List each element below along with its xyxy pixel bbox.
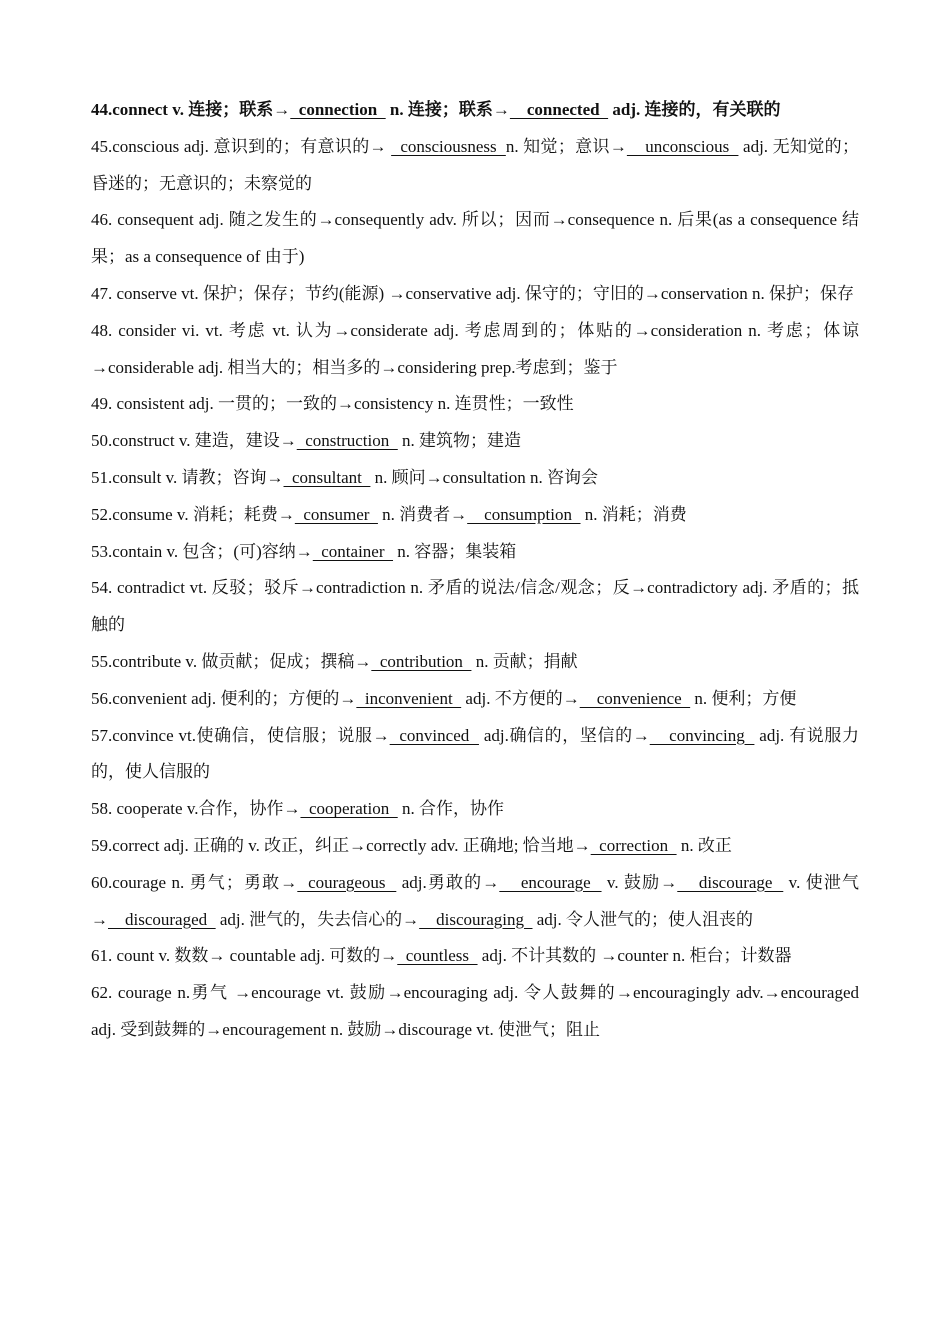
- entry-text: 61. count v. 数数→ countable adj. 可数的→: [91, 946, 398, 966]
- vocab-entry: [91, 129, 859, 203]
- entry-text: 59.correct adj. 正确的 v. 改正，纠正→correctly adv. 正确地; 恰当地→: [91, 835, 591, 855]
- answer-blank: correction: [590, 835, 677, 855]
- answer-blank: convincing: [649, 725, 755, 745]
- entry-text: adj.勇敢的→: [396, 872, 500, 892]
- answer-blank: connected: [509, 100, 609, 119]
- entry-text: 49. consistent adj. 一贯的；一致的→consistency n. 连贯性；一致性: [91, 394, 574, 414]
- vocab-entry: [91, 386, 859, 423]
- vocab-entry: [91, 92, 859, 129]
- entry-text: 44.connect v. 连接；联系→: [91, 100, 291, 119]
- entry-text: 55.contribute v. 做贡献；促成；撰稿→: [91, 651, 372, 671]
- entry-text: n. 连接；联系→: [385, 100, 510, 119]
- entry-text: adj. 连接的，有关联的: [608, 100, 781, 119]
- vocab-entry: [91, 460, 859, 497]
- vocab-entry: [91, 828, 859, 865]
- answer-blank: connection: [290, 100, 386, 119]
- entry-text: n. 知觉；意识→: [505, 136, 627, 156]
- vocab-entry: [91, 423, 859, 460]
- entry-text: adj. 不方便的→: [461, 688, 580, 708]
- answer-blank: contribution: [371, 651, 472, 671]
- entry-text: 48. consider vi. vt. 考虑 vt. 认为→considerate adj. 考虑周到的；体贴的→consideration n. 考虑；体谅→considerable adj. 相当大的；相当多的→considering prep.考虑到；鉴于: [91, 320, 859, 377]
- entry-text: adj.确信的，坚信的→: [478, 725, 650, 745]
- vocabulary-page: [91, 92, 859, 1049]
- entry-text: n. 顾问→consultation n. 咨询会: [370, 467, 599, 487]
- entry-text: 57.convince vt.使确信，使信服；说服→: [91, 725, 390, 745]
- entry-text: 45.conscious adj. 意识到的；有意识的→: [91, 136, 392, 156]
- vocab-entry: [91, 570, 859, 644]
- entry-text: adj. 无知觉的；昏迷的；无意识的；未察觉的: [91, 136, 860, 193]
- entry-text: n. 合作，协作: [397, 799, 504, 819]
- entry-text: n. 消费者→: [377, 504, 468, 524]
- entry-text: 56.convenient adj. 便利的；方便的→: [91, 688, 357, 708]
- entry-text: 51.consult v. 请教；咨询→: [91, 467, 284, 487]
- answer-blank: consumption: [467, 504, 581, 524]
- answer-blank: consultant: [283, 467, 371, 487]
- entry-text: 47. conserve vt. 保护；保存；节约(能源) →conservative adj. 保守的；守旧的→conservation n. 保护；保存: [91, 283, 854, 303]
- entry-text: adj. 有说服力的，使人信服的: [91, 725, 859, 782]
- vocab-entry: [91, 644, 859, 681]
- answer-blank: discourage: [677, 872, 784, 892]
- answer-blank: cooperation: [300, 799, 398, 819]
- answer-blank: courageous: [297, 872, 397, 892]
- answer-blank: countless: [397, 946, 478, 966]
- answer-blank: inconvenient: [356, 688, 462, 708]
- vocab-entry: [91, 202, 859, 276]
- entry-text: 52.consume v. 消耗；耗费→: [91, 504, 295, 524]
- entry-text: n. 贡献；捐献: [471, 651, 578, 671]
- answer-blank: discouraged: [108, 909, 216, 929]
- vocab-entry: [91, 497, 859, 534]
- entry-text: adj. 不计其数的 →counter n. 柜台；计数器: [477, 946, 792, 966]
- entry-text: v. 使泄气→: [91, 872, 860, 929]
- answer-blank: consciousness: [391, 136, 506, 156]
- entry-text: 53.contain v. 包含；(可)容纳→: [91, 541, 313, 561]
- vocab-entry: [91, 276, 859, 313]
- answer-blank: construction: [296, 431, 398, 451]
- entry-text: 60.courage n. 勇气；勇敢→: [91, 872, 298, 892]
- entry-text: 62. courage n.勇气 →encourage vt. 鼓励→encouraging adj. 令人鼓舞的→encouragingly adv.→encouraged adj. 受到鼓舞的→encouragement n. 鼓励→discourage vt. 使泄气；阻止: [91, 983, 859, 1039]
- answer-blank: consumer: [294, 504, 378, 524]
- vocab-entry: [91, 718, 859, 792]
- entry-text: v. 鼓励→: [601, 872, 678, 892]
- answer-blank: discouraging: [419, 909, 533, 929]
- entry-text: n. 容器；集装箱: [393, 541, 517, 561]
- entry-text: n. 便利；方便: [690, 688, 797, 708]
- vocab-entry: [91, 681, 859, 718]
- answer-blank: encourage: [499, 872, 602, 892]
- entry-text: n. 消耗；消费: [580, 504, 687, 524]
- vocab-entry: [91, 938, 859, 975]
- entry-text: 50.construct v. 建造，建设→: [91, 431, 297, 451]
- entry-text: n. 改正: [676, 835, 732, 855]
- entry-text: n. 建筑物；建造: [397, 431, 522, 451]
- answer-blank: unconscious: [626, 136, 739, 156]
- entry-text: adj. 泄气的，失去信心的→: [215, 909, 420, 929]
- vocab-entry: [91, 313, 859, 387]
- vocab-entry: [91, 975, 859, 1049]
- entry-text: adj. 令人泄气的；使人沮丧的: [532, 909, 754, 929]
- answer-blank: convinced: [389, 725, 479, 745]
- vocab-entry: [91, 865, 859, 939]
- entry-text: 58. cooperate v.合作，协作→: [91, 799, 301, 819]
- vocab-entry: [91, 534, 859, 571]
- entry-text: 46. consequent adj. 随之发生的→consequently adv. 所以；因而→consequence n. 后果(as a consequence 结果；as a consequence of 由于): [91, 210, 859, 267]
- answer-blank: container: [312, 541, 394, 561]
- answer-blank: convenience: [579, 688, 691, 708]
- vocab-entry: [91, 791, 859, 828]
- entry-text: 54. contradict vt. 反驳；驳斥→contradiction n. 矛盾的说法/信念/观念；反→contradictory adj. 矛盾的；抵触的: [91, 578, 859, 635]
